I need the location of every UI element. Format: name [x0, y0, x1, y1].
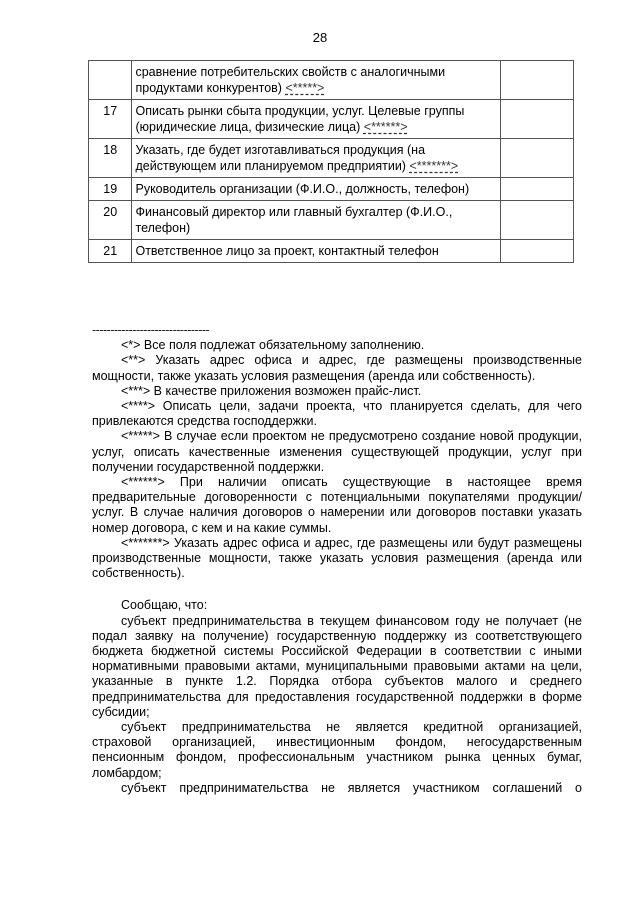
- row-description: [132, 201, 501, 240]
- statement-intro: Сообщаю, что:: [121, 598, 208, 613]
- footnote-ref: <*******>: [409, 159, 459, 173]
- row-description: [132, 100, 501, 139]
- table-row: [89, 201, 574, 240]
- row-value-cell: [501, 100, 574, 139]
- footnote: <**> Указать адрес офиса и адрес, где размещены производственные мощности, также указать условия размещения (аренда или собственность).: [92, 353, 582, 383]
- footnote: <*******> Указать адрес офиса и адрес, где размещены или будут размещены производственные мощности, также указать условия размещения (аренда или собственность).: [92, 535, 582, 581]
- table-row: [89, 61, 574, 100]
- row-text: Ответственное лицо за проект, контактный телефон: [135, 244, 439, 258]
- row-description: [132, 240, 501, 263]
- row-number: 21: [89, 240, 132, 263]
- footnote: <****> Описать цели, задачи проекта, что планируется сделать, для чего привлекаются средства господдержки.: [92, 399, 582, 429]
- form-table: [88, 60, 574, 263]
- statement-item: субъект предпринимательства в текущем финансовом году не получает (не подал заявку на получение) государственную поддержку из соответствующего бюджета бюджетной системы Российской Федерации в соответствии с иными нормативными правовыми актами, муниципальными правовыми актами на цели, указанные в пункте 1.2. Порядка отбора субъектов малого и среднего предпринимательства для предоставления государственной поддержки в форме субсидии;: [92, 613, 582, 719]
- table-row: [89, 240, 574, 263]
- row-value-cell: [501, 240, 574, 263]
- row-number: 20: [89, 201, 132, 240]
- row-value-cell: [501, 61, 574, 100]
- page-number: 28: [312, 30, 328, 45]
- row-text: Финансовый директор или главный бухгалтер (Ф.И.О., телефон): [135, 205, 453, 235]
- footnote: <******> При наличии описать существующие в настоящее время предварительные договоренности с потенциальными покупателями продукции/услуг. В случае наличия договоров о намерении или договоров поставки указать номер договора, с кем и на какие суммы.: [92, 475, 582, 535]
- statement-item: субъект предпринимательства не является участником соглашений о: [121, 780, 582, 795]
- row-number: 18: [89, 139, 132, 178]
- footnotes-section: [92, 323, 582, 796]
- row-number: 17: [89, 100, 132, 139]
- footnote-ref: <******>: [363, 120, 408, 134]
- footnote: <***> В качестве приложения возможен прайс-лист.: [121, 383, 422, 398]
- row-value-cell: [501, 201, 574, 240]
- footnote-ref: <*****>: [285, 81, 325, 95]
- footnote-separator: --------------------------------: [92, 323, 210, 337]
- footnote: <*> Все поля подлежат обязательному заполнению.: [121, 338, 425, 353]
- footnote: <*****> В случае если проектом не предусмотрено создание новой продукции, услуг, описать качественные изменения существующей продукции, услуг при получении государственной поддержки.: [92, 429, 582, 474]
- row-text: Руководитель организации (Ф.И.О., должность, телефон): [135, 182, 470, 196]
- row-text: сравнение потребительских свойств с аналогичными продуктами конкурентов): [135, 65, 446, 95]
- table-row: [89, 178, 574, 201]
- row-value-cell: [501, 178, 574, 201]
- row-text: Указать, где будет изготавливаться продукция (на действующем или планируемом предприятии): [135, 143, 426, 173]
- table-row: [89, 100, 574, 139]
- statement-item: субъект предпринимательства не является кредитной организацией, страховой организацией, инвестиционным фондом, негосударственным пенсионным фондом, профессиональным участником рынка ценных бумаг, ломбардом;: [92, 720, 582, 780]
- row-number: 19: [89, 178, 132, 201]
- row-value-cell: [501, 139, 574, 178]
- row-number: [89, 61, 132, 100]
- row-description: [132, 178, 501, 201]
- table-row: [89, 139, 574, 178]
- row-description: [132, 61, 501, 100]
- row-text: Описать рынки сбыта продукции, услуг. Целевые группы (юридические лица, физические лица): [135, 104, 465, 134]
- row-description: [132, 139, 501, 178]
